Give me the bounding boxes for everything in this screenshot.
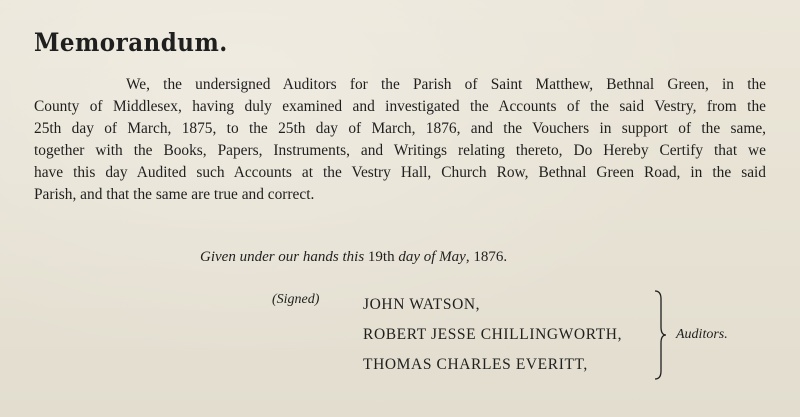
given-under-hands-line xyxy=(200,249,507,266)
signatory-name: JOHN WATSON, xyxy=(363,296,481,313)
signatory-name: ROBERT JESSE CHILLINGWORTH, xyxy=(363,326,623,343)
signed-label: (Signed) xyxy=(272,292,320,307)
auditors-label: Auditors. xyxy=(676,327,728,342)
given-prefix: Given under our hands this xyxy=(200,249,368,265)
paragraph-line: 25th day of March, 1875, to the 25th day of March, 1876, and the Vouchers in support of the same, xyxy=(34,119,766,137)
signatory-name: THOMAS CHARLES EVERITT, xyxy=(363,356,588,373)
given-month: May xyxy=(439,249,466,265)
given-day: 19th xyxy=(367,249,395,265)
document-title: Memorandum. xyxy=(34,28,228,57)
certification-paragraph xyxy=(34,74,766,205)
paragraph-line: have this day Audited such Accounts at the Vestry Hall, Church Row, Bethnal Green Road, in the said xyxy=(34,163,766,181)
paragraph-line: We, the undersigned Auditors for the Parish of Saint Matthew, Bethnal Green, in the xyxy=(126,76,766,93)
right-brace-icon xyxy=(653,289,667,381)
given-middle: day of xyxy=(394,249,440,265)
signatory-list xyxy=(363,290,622,380)
given-suffix: , 1876. xyxy=(465,249,508,265)
paragraph-line: together with the Books, Papers, Instruments, and Writings relating thereto, Do Hereby Certify that we xyxy=(34,141,766,159)
paragraph-line: Parish, and that the same are true and correct. xyxy=(34,185,315,203)
paragraph-line: County of Middlesex, having duly examined and investigated the Accounts of the said Vestry, from the xyxy=(34,97,766,115)
